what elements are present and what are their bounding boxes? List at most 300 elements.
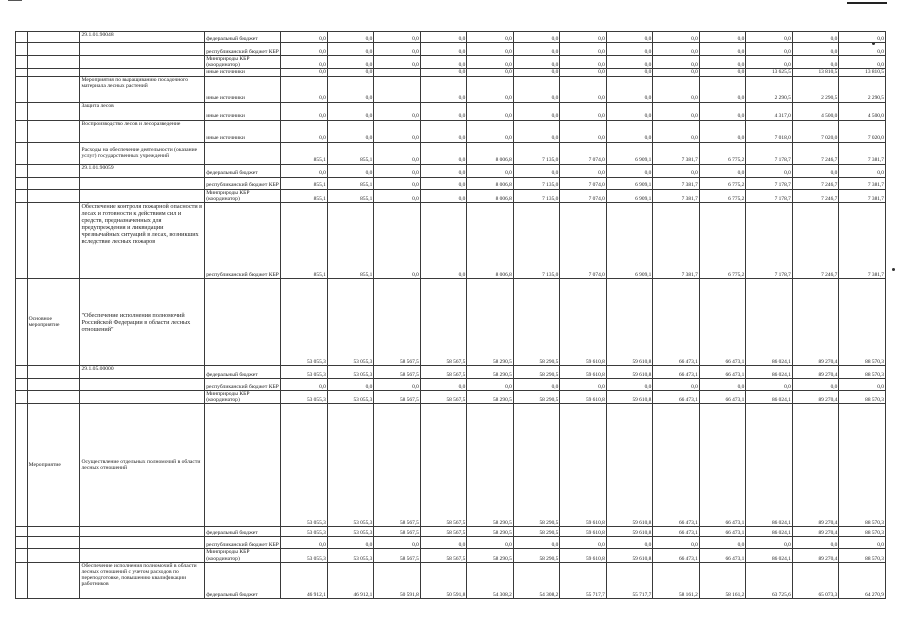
value-cell: 0,0 bbox=[653, 32, 700, 43]
value-cell: 8 006,8 bbox=[467, 189, 514, 202]
value-cell: 0,0 bbox=[606, 537, 653, 549]
value-cell: 53 055,3 bbox=[281, 549, 328, 562]
value-cell: 0,0 bbox=[327, 32, 374, 43]
value-cell: 0,0 bbox=[281, 102, 328, 120]
value-cell: 58 290,5 bbox=[513, 549, 560, 562]
value-cell: 53 055,3 bbox=[281, 391, 328, 404]
value-cell: 58 290,5 bbox=[513, 366, 560, 379]
table-row bbox=[16, 549, 886, 562]
value-cell: 88 570,3 bbox=[839, 404, 886, 527]
description-cell bbox=[80, 177, 205, 189]
source-cell: федеральный бюджет bbox=[205, 562, 281, 598]
value-cell: 6 909,1 bbox=[606, 142, 653, 164]
value-cell: 0,0 bbox=[699, 102, 746, 120]
value-cell: 58 567,5 bbox=[374, 391, 421, 404]
value-cell: 59 610,8 bbox=[560, 527, 607, 537]
status-cell bbox=[27, 527, 80, 537]
value-cell: 0,0 bbox=[467, 69, 514, 76]
value-cell: 66 473,1 bbox=[699, 391, 746, 404]
table-row bbox=[16, 537, 886, 549]
value-cell: 59 610,8 bbox=[560, 366, 607, 379]
blank-cell bbox=[16, 142, 28, 164]
value-cell: 0,0 bbox=[606, 164, 653, 177]
value-cell: 0,0 bbox=[467, 56, 514, 69]
value-cell: 7 381,7 bbox=[839, 177, 886, 189]
value-cell: 0,0 bbox=[327, 102, 374, 120]
source-cell: Минприроды КБР (координатор) bbox=[205, 189, 281, 202]
value-cell: 0,0 bbox=[420, 76, 467, 102]
value-cell: 66 473,1 bbox=[653, 549, 700, 562]
value-cell: 53 055,3 bbox=[327, 549, 374, 562]
blank-cell bbox=[16, 120, 28, 142]
value-cell: 8 006,8 bbox=[467, 203, 514, 279]
value-cell: 0,0 bbox=[281, 379, 328, 391]
value-cell: 0,0 bbox=[327, 43, 374, 56]
value-cell: 0,0 bbox=[746, 43, 793, 56]
value-cell: 0,0 bbox=[513, 379, 560, 391]
value-cell: 7 246,7 bbox=[792, 177, 839, 189]
source-cell bbox=[205, 404, 281, 527]
value-cell: 46 912,1 bbox=[281, 562, 328, 598]
value-cell: 59 610,8 bbox=[606, 549, 653, 562]
value-cell bbox=[374, 76, 421, 102]
source-cell: федеральный бюджет bbox=[205, 164, 281, 177]
table-row bbox=[16, 43, 886, 56]
value-cell: 7 178,7 bbox=[746, 177, 793, 189]
value-cell: 0,0 bbox=[560, 43, 607, 56]
value-cell: 0,0 bbox=[560, 102, 607, 120]
value-cell: 50 591,8 bbox=[374, 562, 421, 598]
value-cell: 7 020,0 bbox=[839, 120, 886, 142]
value-cell: 855,1 bbox=[327, 203, 374, 279]
value-cell: 0,0 bbox=[699, 379, 746, 391]
value-cell: 7 381,7 bbox=[653, 177, 700, 189]
description-cell: Воспроизводство лесов и лесоразведение bbox=[80, 120, 205, 142]
scan-speck bbox=[892, 268, 895, 271]
value-cell: 2 290,5 bbox=[839, 76, 886, 102]
value-cell: 58 161,2 bbox=[699, 562, 746, 598]
value-cell: 0,0 bbox=[281, 537, 328, 549]
value-cell: 0,0 bbox=[374, 120, 421, 142]
value-cell: 58 567,5 bbox=[374, 279, 421, 366]
value-cell: 6 909,1 bbox=[606, 189, 653, 202]
value-cell: 0,0 bbox=[281, 32, 328, 43]
blank-cell bbox=[16, 177, 28, 189]
value-cell: 7 074,0 bbox=[560, 189, 607, 202]
value-cell: 0,0 bbox=[699, 537, 746, 549]
value-cell: 58 161,2 bbox=[653, 562, 700, 598]
value-cell: 58 290,5 bbox=[467, 404, 514, 527]
value-cell: 0,0 bbox=[374, 56, 421, 69]
value-cell: 0,0 bbox=[606, 76, 653, 102]
value-cell: 86 024,1 bbox=[746, 279, 793, 366]
value-cell: 0,0 bbox=[560, 379, 607, 391]
blank-cell bbox=[16, 56, 28, 69]
status-cell bbox=[27, 379, 80, 391]
table-row bbox=[16, 404, 886, 527]
value-cell: 8 006,8 bbox=[467, 177, 514, 189]
value-cell: 86 024,1 bbox=[746, 549, 793, 562]
blank-cell bbox=[16, 391, 28, 404]
budget-table bbox=[15, 31, 886, 599]
description-cell bbox=[80, 537, 205, 549]
value-cell: 86 024,1 bbox=[746, 391, 793, 404]
value-cell: 0,0 bbox=[653, 76, 700, 102]
source-cell: иные источники bbox=[205, 76, 281, 102]
value-cell: 53 055,3 bbox=[327, 279, 374, 366]
description-cell: Обеспечение исполнения полномочий в области лесных отношений с учетом расходов по переподготовке, повышению квалификации работников bbox=[80, 562, 205, 598]
value-cell: 2 290,5 bbox=[746, 76, 793, 102]
value-cell: 0,0 bbox=[467, 379, 514, 391]
value-cell: 66 473,1 bbox=[699, 366, 746, 379]
table-row bbox=[16, 527, 886, 537]
value-cell: 59 610,8 bbox=[606, 279, 653, 366]
value-cell: 855,1 bbox=[281, 203, 328, 279]
table-row bbox=[16, 189, 886, 202]
value-cell: 66 473,1 bbox=[699, 404, 746, 527]
value-cell: 0,0 bbox=[606, 379, 653, 391]
value-cell: 58 290,5 bbox=[513, 391, 560, 404]
value-cell: 59 610,8 bbox=[606, 527, 653, 537]
value-cell: 0,0 bbox=[699, 43, 746, 56]
value-cell: 0,0 bbox=[374, 203, 421, 279]
value-cell: 0,0 bbox=[281, 164, 328, 177]
value-cell: 58 567,5 bbox=[420, 279, 467, 366]
source-cell: Минприроды КБР (координатор) bbox=[205, 391, 281, 404]
value-cell: 2 290,5 bbox=[792, 76, 839, 102]
value-cell: 89 270,4 bbox=[792, 391, 839, 404]
value-cell: 58 567,5 bbox=[374, 527, 421, 537]
value-cell: 7 020,0 bbox=[792, 120, 839, 142]
value-cell: 0,0 bbox=[839, 537, 886, 549]
table-row bbox=[16, 391, 886, 404]
value-cell: 0,0 bbox=[513, 56, 560, 69]
value-cell: 0,0 bbox=[327, 69, 374, 76]
value-cell: 0,0 bbox=[653, 102, 700, 120]
value-cell: 0,0 bbox=[420, 164, 467, 177]
value-cell: 58 290,5 bbox=[513, 527, 560, 537]
status-cell bbox=[27, 56, 80, 69]
source-cell bbox=[205, 279, 281, 366]
value-cell: 50 591,8 bbox=[420, 562, 467, 598]
blank-cell bbox=[16, 404, 28, 527]
value-cell: 0,0 bbox=[839, 379, 886, 391]
value-cell: 0,0 bbox=[374, 142, 421, 164]
value-cell: 58 290,5 bbox=[513, 404, 560, 527]
value-cell: 0,0 bbox=[327, 76, 374, 102]
value-cell: 6 775,2 bbox=[699, 203, 746, 279]
value-cell: 6 775,2 bbox=[699, 177, 746, 189]
value-cell: 7 381,7 bbox=[653, 203, 700, 279]
value-cell: 0,0 bbox=[653, 164, 700, 177]
value-cell: 66 473,1 bbox=[653, 404, 700, 527]
value-cell: 0,0 bbox=[420, 142, 467, 164]
value-cell: 4 500,0 bbox=[792, 102, 839, 120]
description-cell bbox=[80, 43, 205, 56]
blank-cell bbox=[16, 527, 28, 537]
status-cell bbox=[27, 43, 80, 56]
value-cell: 0,0 bbox=[420, 379, 467, 391]
value-cell: 0,0 bbox=[327, 164, 374, 177]
value-cell: 0,0 bbox=[653, 69, 700, 76]
value-cell: 0,0 bbox=[792, 537, 839, 549]
value-cell: 0,0 bbox=[699, 69, 746, 76]
value-cell: 0,0 bbox=[560, 164, 607, 177]
value-cell: 0,0 bbox=[420, 43, 467, 56]
blank-cell bbox=[16, 32, 28, 43]
blank-cell bbox=[16, 43, 28, 56]
value-cell: 88 570,3 bbox=[839, 527, 886, 537]
table-row bbox=[16, 203, 886, 279]
value-cell: 13 810,5 bbox=[839, 69, 886, 76]
blank-cell bbox=[16, 203, 28, 279]
table-row bbox=[16, 366, 886, 379]
source-cell: республиканский бюджет КБР bbox=[205, 43, 281, 56]
value-cell: 53 055,3 bbox=[327, 404, 374, 527]
value-cell: 0,0 bbox=[699, 76, 746, 102]
status-cell bbox=[27, 391, 80, 404]
value-cell: 0,0 bbox=[746, 164, 793, 177]
value-cell: 0,0 bbox=[513, 120, 560, 142]
value-cell: 6 909,1 bbox=[606, 203, 653, 279]
value-cell: 7 381,7 bbox=[839, 142, 886, 164]
value-cell: 4 317,0 bbox=[746, 102, 793, 120]
value-cell: 7 178,7 bbox=[746, 142, 793, 164]
value-cell: 58 567,5 bbox=[374, 404, 421, 527]
value-cell: 46 912,1 bbox=[327, 562, 374, 598]
value-cell: 7 381,7 bbox=[653, 142, 700, 164]
value-cell: 0,0 bbox=[792, 43, 839, 56]
value-cell: 0,0 bbox=[653, 43, 700, 56]
value-cell: 0,0 bbox=[653, 379, 700, 391]
value-cell: 88 570,3 bbox=[839, 391, 886, 404]
status-cell: Мероприятие bbox=[27, 404, 80, 527]
value-cell: 0,0 bbox=[560, 56, 607, 69]
value-cell: 0,0 bbox=[374, 379, 421, 391]
value-cell: 7 178,7 bbox=[746, 189, 793, 202]
value-cell: 0,0 bbox=[374, 177, 421, 189]
value-cell: 0,0 bbox=[467, 43, 514, 56]
value-cell: 0,0 bbox=[467, 76, 514, 102]
value-cell: 0,0 bbox=[746, 537, 793, 549]
value-cell: 0,0 bbox=[653, 56, 700, 69]
value-cell: 58 567,5 bbox=[420, 527, 467, 537]
value-cell: 7 246,7 bbox=[792, 142, 839, 164]
value-cell: 0,0 bbox=[560, 537, 607, 549]
value-cell: 66 473,1 bbox=[699, 279, 746, 366]
value-cell: 7 135,0 bbox=[513, 203, 560, 279]
value-cell: 0,0 bbox=[281, 56, 328, 69]
value-cell: 55 717,7 bbox=[606, 562, 653, 598]
status-cell: Основное мероприятие bbox=[27, 279, 80, 366]
value-cell: 0,0 bbox=[374, 537, 421, 549]
value-cell: 53 055,3 bbox=[281, 527, 328, 537]
source-cell: Минприроды КБР (координатор) bbox=[205, 549, 281, 562]
value-cell: 13 810,5 bbox=[792, 69, 839, 76]
value-cell: 855,1 bbox=[281, 177, 328, 189]
value-cell: 0,0 bbox=[467, 537, 514, 549]
value-cell: 7 178,7 bbox=[746, 203, 793, 279]
value-cell: 7 135,0 bbox=[513, 177, 560, 189]
value-cell: 0,0 bbox=[327, 379, 374, 391]
value-cell: 58 290,5 bbox=[467, 549, 514, 562]
value-cell: 7 381,7 bbox=[839, 203, 886, 279]
value-cell: 54 308,2 bbox=[513, 562, 560, 598]
value-cell: 0,0 bbox=[606, 102, 653, 120]
source-cell: республиканский бюджет КБР bbox=[205, 203, 281, 279]
description-cell bbox=[80, 391, 205, 404]
value-cell: 53 055,3 bbox=[281, 404, 328, 527]
source-cell bbox=[205, 142, 281, 164]
value-cell: 58 290,5 bbox=[467, 527, 514, 537]
value-cell: 0,0 bbox=[792, 379, 839, 391]
value-cell: 89 270,4 bbox=[792, 279, 839, 366]
value-cell: 0,0 bbox=[746, 32, 793, 43]
value-cell: 0,0 bbox=[420, 56, 467, 69]
value-cell: 7 381,7 bbox=[653, 189, 700, 202]
value-cell: 89 270,4 bbox=[792, 527, 839, 537]
value-cell: 66 473,1 bbox=[653, 279, 700, 366]
value-cell: 0,0 bbox=[420, 203, 467, 279]
value-cell: 0,0 bbox=[606, 56, 653, 69]
status-cell bbox=[27, 76, 80, 102]
value-cell: 0,0 bbox=[513, 69, 560, 76]
status-cell bbox=[27, 177, 80, 189]
value-cell: 7 135,0 bbox=[513, 142, 560, 164]
value-cell: 855,1 bbox=[281, 189, 328, 202]
table-row bbox=[16, 279, 886, 366]
description-cell: Расходы на обеспечение деятельности (оказание услуг) государственных учреждений bbox=[80, 142, 205, 164]
value-cell: 7 246,7 bbox=[792, 189, 839, 202]
status-cell bbox=[27, 102, 80, 120]
value-cell: 0,0 bbox=[653, 120, 700, 142]
blank-cell bbox=[16, 549, 28, 562]
value-cell: 0,0 bbox=[420, 102, 467, 120]
value-cell: 66 473,1 bbox=[653, 527, 700, 537]
blank-cell bbox=[16, 164, 28, 177]
source-cell: федеральный бюджет bbox=[205, 366, 281, 379]
source-cell: федеральный бюджет bbox=[205, 527, 281, 537]
blank-cell bbox=[16, 562, 28, 598]
table-row bbox=[16, 120, 886, 142]
value-cell: 53 055,3 bbox=[327, 391, 374, 404]
value-cell: 0,0 bbox=[327, 56, 374, 69]
blank-cell bbox=[16, 366, 28, 379]
status-cell bbox=[27, 142, 80, 164]
value-cell: 59 610,8 bbox=[606, 391, 653, 404]
value-cell: 0,0 bbox=[560, 120, 607, 142]
status-cell bbox=[27, 120, 80, 142]
value-cell: 6 775,2 bbox=[699, 142, 746, 164]
value-cell bbox=[374, 69, 421, 76]
value-cell: 63 725,6 bbox=[746, 562, 793, 598]
value-cell: 7 018,0 bbox=[746, 120, 793, 142]
value-cell: 53 055,3 bbox=[281, 279, 328, 366]
value-cell: 59 610,8 bbox=[560, 404, 607, 527]
value-cell: 0,0 bbox=[606, 120, 653, 142]
status-cell bbox=[27, 164, 80, 177]
source-cell: федеральный бюджет bbox=[205, 32, 281, 43]
value-cell: 0,0 bbox=[560, 32, 607, 43]
code-cell: 29.1.05.00000 bbox=[80, 366, 205, 379]
value-cell: 6 775,2 bbox=[699, 189, 746, 202]
description-cell: "Обеспечение исполнения полномочий Российской Федерации в области лесных отношений" bbox=[80, 279, 205, 366]
value-cell: 0,0 bbox=[420, 537, 467, 549]
value-cell: 89 270,4 bbox=[792, 366, 839, 379]
value-cell: 89 270,4 bbox=[792, 404, 839, 527]
value-cell: 0,0 bbox=[374, 164, 421, 177]
table-row bbox=[16, 164, 886, 177]
value-cell: 6 909,1 bbox=[606, 177, 653, 189]
value-cell: 53 055,3 bbox=[281, 366, 328, 379]
value-cell: 59 610,8 bbox=[606, 366, 653, 379]
value-cell: 0,0 bbox=[374, 43, 421, 56]
source-cell: республиканский бюджет КБР bbox=[205, 537, 281, 549]
table-row bbox=[16, 379, 886, 391]
status-cell bbox=[27, 32, 80, 43]
value-cell: 0,0 bbox=[467, 102, 514, 120]
value-cell: 855,1 bbox=[327, 142, 374, 164]
value-cell: 7 074,0 bbox=[560, 142, 607, 164]
value-cell: 0,0 bbox=[606, 43, 653, 56]
value-cell: 0,0 bbox=[653, 537, 700, 549]
value-cell: 66 473,1 bbox=[699, 549, 746, 562]
table-row bbox=[16, 102, 886, 120]
value-cell: 53 055,3 bbox=[327, 366, 374, 379]
status-cell bbox=[27, 366, 80, 379]
source-cell: иные источники bbox=[205, 69, 281, 76]
value-cell: 88 570,3 bbox=[839, 279, 886, 366]
value-cell: 0,0 bbox=[327, 120, 374, 142]
value-cell: 58 567,5 bbox=[420, 549, 467, 562]
blank-cell bbox=[16, 189, 28, 202]
status-cell bbox=[27, 549, 80, 562]
value-cell: 7 074,0 bbox=[560, 177, 607, 189]
value-cell: 0,0 bbox=[699, 120, 746, 142]
value-cell: 54 308,2 bbox=[467, 562, 514, 598]
code-cell: 29.1.01.90059 bbox=[80, 164, 205, 177]
value-cell: 59 610,8 bbox=[560, 279, 607, 366]
value-cell: 59 610,8 bbox=[560, 391, 607, 404]
value-cell: 0,0 bbox=[420, 120, 467, 142]
value-cell: 0,0 bbox=[560, 69, 607, 76]
blank-cell bbox=[16, 379, 28, 391]
value-cell: 0,0 bbox=[374, 189, 421, 202]
value-cell: 0,0 bbox=[281, 76, 328, 102]
value-cell: 0,0 bbox=[606, 32, 653, 43]
value-cell: 7 246,7 bbox=[792, 203, 839, 279]
value-cell: 0,0 bbox=[792, 164, 839, 177]
value-cell: 0,0 bbox=[699, 56, 746, 69]
value-cell: 0,0 bbox=[467, 164, 514, 177]
value-cell: 86 024,1 bbox=[746, 366, 793, 379]
value-cell: 66 473,1 bbox=[653, 391, 700, 404]
value-cell: 0,0 bbox=[746, 56, 793, 69]
value-cell: 53 055,3 bbox=[327, 527, 374, 537]
value-cell: 0,0 bbox=[327, 537, 374, 549]
description-cell: Обеспечение контроля пожарной опасности в лесах и готовности к действиям сил и средств, предназначенных для предупреждения и ликвидации чрезвычайных ситуаций в лесах, возникших вследствие лесных пожаров bbox=[80, 203, 205, 279]
value-cell: 7 381,7 bbox=[839, 189, 886, 202]
value-cell: 0,0 bbox=[374, 32, 421, 43]
value-cell: 86 024,1 bbox=[746, 404, 793, 527]
value-cell: 58 567,5 bbox=[374, 549, 421, 562]
table-row bbox=[16, 32, 886, 43]
source-cell: иные источники bbox=[205, 120, 281, 142]
source-cell: иные источники bbox=[205, 102, 281, 120]
value-cell: 0,0 bbox=[839, 56, 886, 69]
description-cell bbox=[80, 527, 205, 537]
value-cell: 7 074,0 bbox=[560, 203, 607, 279]
